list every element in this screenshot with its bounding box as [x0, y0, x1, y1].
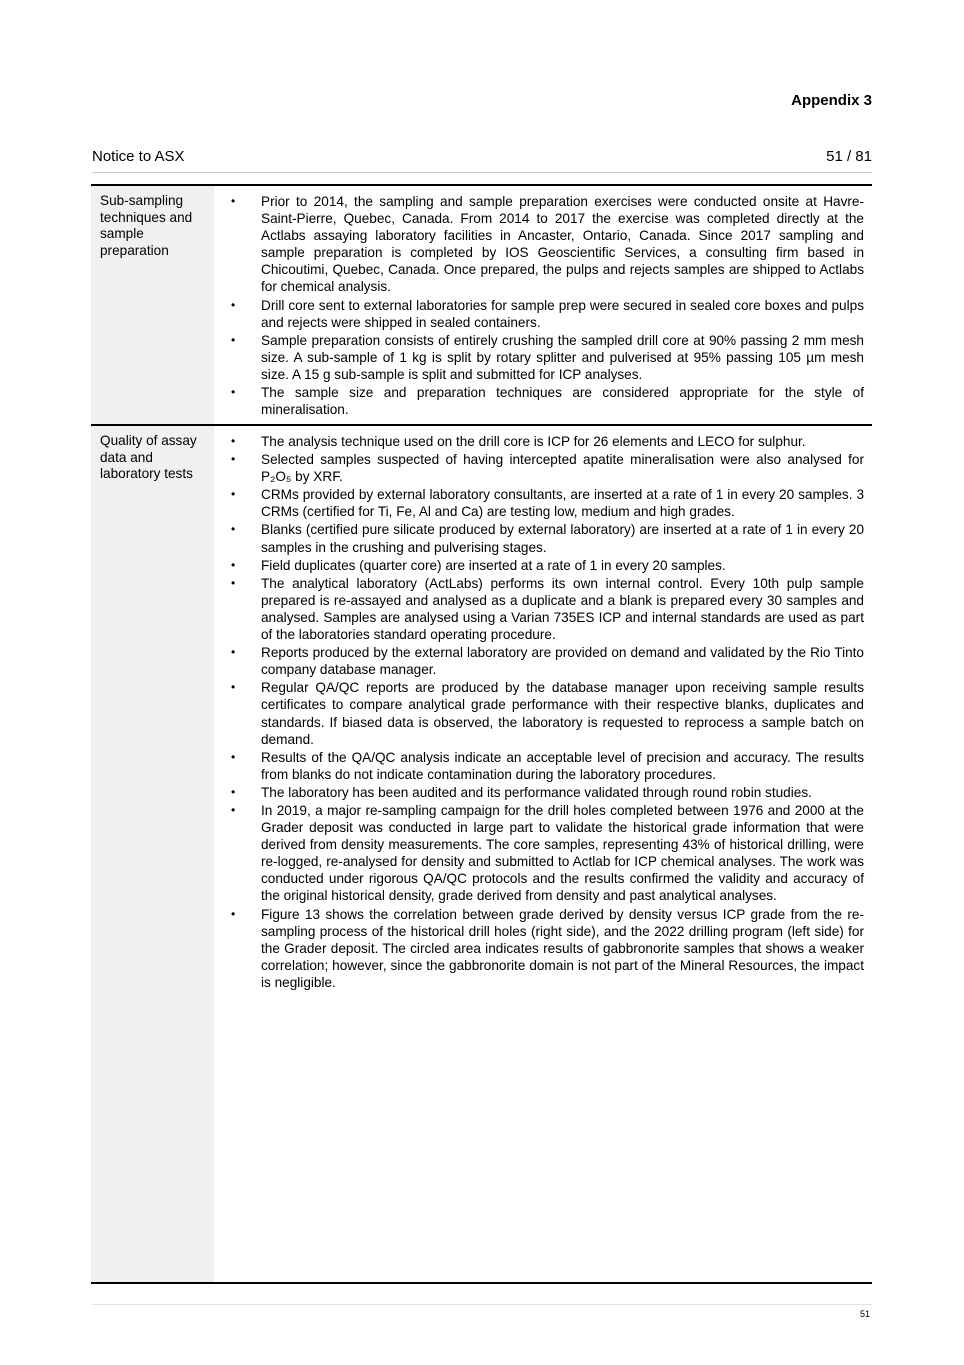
- bullet-icon: •: [231, 385, 236, 400]
- appendix-title: Appendix 3: [791, 92, 872, 109]
- page-number: 51: [859, 1309, 870, 1319]
- list-item: [229, 557, 864, 574]
- list-item-text: Drill core sent to external laboratories for sample prep were secured in sealed core boxes and pulps and rejects were shipped in sealed containers.: [261, 297, 864, 330]
- bullet-icon: •: [231, 297, 236, 312]
- page-counter: 51 / 81: [826, 148, 872, 165]
- list-item: [229, 433, 864, 450]
- list-item-text: The sample size and preparation techniques are considered appropriate for the style of mineralisation.: [261, 385, 864, 418]
- row-label: Quality of assay data and laboratory tests: [100, 433, 197, 482]
- bullet-icon: •: [231, 906, 236, 921]
- bullet-icon: •: [231, 557, 236, 572]
- bullet-icon: •: [231, 575, 236, 590]
- bullet-icon: •: [231, 749, 236, 764]
- list-item-text: CRMs provided by external laboratory consultants, are inserted at a rate of 1 in every 20 samples. 3 CRMs (certified for Ti, Fe, Al and Ca) are testing low, medium and high grades.: [261, 487, 864, 520]
- bullet-icon: •: [231, 680, 236, 695]
- bullet-icon: •: [231, 194, 236, 208]
- list-item-text: Selected samples suspected of having intercepted apatite mineralisation were also analysed for P₂O₅ by XRF.: [261, 452, 864, 485]
- table-row-sub-sampling: [91, 186, 872, 426]
- header-divider: [92, 172, 872, 173]
- row-label: Sub-sampling techniques and sample preparation: [100, 193, 193, 258]
- notice-title: Notice to ASX: [92, 148, 185, 165]
- list-item-text: Reports produced by the external laboratory are provided on demand and validated by the Rio Tinto company database manager.: [261, 645, 864, 678]
- list-item-text: The analysis technique used on the drill core is ICP for 26 elements and LECO for sulphur.: [261, 434, 806, 449]
- list-item-text: Figure 13 shows the correlation between grade derived by density versus ICP grade from the re-sampling process of the historical drill holes (right side), and the 2022 drilling program (left side) for the Grader deposit. The circled area indicates results of gabbronorite samples that shows a weaker correlation; however, since the gabbronorite domain is not part of the Mineral Resources, the impact is negligible.: [261, 906, 864, 990]
- list-item: [229, 575, 864, 643]
- row-commentary: [229, 433, 864, 992]
- list-item-text: In 2019, a major re-sampling campaign for the drill holes completed between 1976 and 2000 at the Grader deposit was conducted in large part to validate the historical grade information that were derived from density measurements. The core samples, representing 43% of historical drilling, were re-logged, re-analysed for density and submitted to Actlab for ICP chemical analyses. The work was conducted under rigorous QA/QC protocols and the results confirmed the validity and accuracy of the original historical density, grade derived from density and past analytical analyses.: [261, 802, 864, 904]
- bullet-icon: •: [231, 784, 236, 799]
- list-item-text: Prior to 2014, the sampling and sample preparation exercises were conducted onsite at Havre-Saint-Pierre, Quebec, Canada. From 2014 to 2017 the exercise was completed directly at the Actlabs assaying laboratory facilities in Ancaster, Ontario, Canada. Since 2017 sampling and sample preparation is completed by IOS Geoscientific Services, a consulting firm based in Chicoutimi, Quebec, Canada. Once prepared, the pulps and rejects samples are shipped to Actlabs for chemical analysis.: [261, 194, 864, 295]
- list-item-text: Field duplicates (quarter core) are inserted at a rate of 1 in every 20 samples.: [261, 557, 726, 573]
- list-item: [229, 297, 864, 331]
- criteria-table: [91, 184, 872, 1284]
- list-item-text: The laboratory has been audited and its performance validated through round robin studies.: [261, 784, 812, 800]
- list-item-text: Regular QA/QC reports are produced by the database manager upon receiving sample results certificates to compare analytical grade performance with their respective blanks, duplicates and standards. If biased data is observed, the laboratory is requested to reprocess a sample batch on demand.: [261, 680, 864, 747]
- list-item: [229, 332, 864, 383]
- list-item: [229, 451, 864, 485]
- list-item-text: Sample preparation consists of entirely crushing the sampled drill core at 90% passing 2 mm mesh size. A sub-sample of 1 kg is split by rotary splitter and pulverised at 95% passing 105 µm mesh size. A 15 g sub-sample is split and submitted for ICP analyses.: [261, 332, 864, 382]
- list-item: [229, 384, 864, 418]
- list-item: [229, 802, 864, 905]
- list-item: [229, 679, 864, 747]
- bullet-icon: •: [231, 802, 236, 817]
- table-row-quality-of-assay: [91, 426, 872, 1282]
- list-item: [229, 749, 864, 783]
- bullet-icon: •: [231, 332, 236, 347]
- list-item-text: The analytical laboratory (ActLabs) performs its own internal control. Every 10th pulp sample prepared is re-assayed and analysed as a duplicate and a blank is prepared every 30 samples and analysed. Samples are analysed using a Varian 735ES ICP and internal standards are used as part of the laboratories standard operating procedure.: [261, 575, 864, 643]
- list-item: [229, 784, 864, 801]
- list-item: [229, 521, 864, 555]
- list-item: [229, 193, 864, 296]
- list-item: [229, 906, 864, 991]
- bullet-list: [229, 433, 864, 991]
- bullet-icon: •: [231, 645, 236, 660]
- bullet-icon: •: [231, 487, 236, 502]
- bullet-icon: •: [231, 522, 236, 537]
- bullet-list: [229, 193, 864, 418]
- list-item: [229, 486, 864, 520]
- list-item: [229, 644, 864, 678]
- footer-divider: [92, 1304, 872, 1305]
- bullet-icon: •: [231, 434, 236, 448]
- list-item-text: Blanks (certified pure silicate produced by external laboratory) are inserted at a rate of 1 in every 20 samples in the crushing and pulverising stages.: [261, 522, 864, 555]
- list-item-text: Results of the QA/QC analysis indicate an acceptable level of precision and accuracy. The results from blanks do not indicate contamination during the laboratory procedures.: [261, 749, 864, 782]
- bullet-icon: •: [231, 452, 236, 467]
- row-commentary: [229, 193, 864, 419]
